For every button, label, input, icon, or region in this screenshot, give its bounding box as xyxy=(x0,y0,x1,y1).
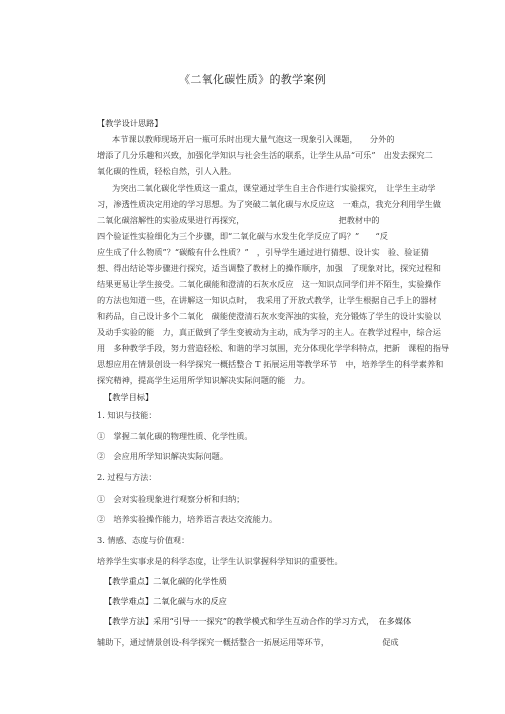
heading-design-ideas: 【教学设计思路】 xyxy=(97,118,163,128)
paragraph-line: 结果更易让学生接受。二氧化碳能和澄清的石灰水反应 这一知识点同学们并不陌生，实验操作 xyxy=(97,279,441,289)
heading-teaching-method: 【教学方法】采用“引导一一探究”的教学模式和学生互动合作的学习方式， 在多媒体 xyxy=(104,616,412,626)
paragraph-line: 氧化碳的性质，轻松自然，引人入胜。 xyxy=(97,166,237,176)
heading-teaching-objectives: 【教学目标】 xyxy=(104,392,154,402)
paragraph-line: 想、得出结论等步骤进行探究，适当调整了教材上的操作顺序，加强 了现象对比，探究过程和 xyxy=(97,263,441,273)
objective-item: ② 培养实验操作能力，培养语言表达交流能力。 xyxy=(97,514,278,524)
paragraph-line: 辅助下，通过情景创设-科学探究一概括整合一拓展运用等环节， 促成 xyxy=(97,637,399,647)
document-title: 《二氧化碳性质》的教学案例 xyxy=(179,73,326,86)
objective-item: 1. 知识与技能： xyxy=(97,410,157,420)
objective-item: ① 掌握二氧化碳的物理性质、化学性质。 xyxy=(97,431,253,441)
objective-item: 2. 过程与方法： xyxy=(97,472,157,482)
paragraph-line: 应生成了什么物质”？“碳酸有什么性质？” ，引导学生通过进行猜想、设计实 验、验证猜 xyxy=(97,247,429,257)
paragraph-line: 和药品，自己设计多个二氧化 碳能使澄清石灰水变浑浊的实验，充分锻炼了学生的设计实验以 xyxy=(97,311,441,321)
paragraph-line: 增添了几分乐趣和兴致，加强化学知识与社会生活的联系，让学生从品“可乐” 出发去探究二 xyxy=(97,150,433,160)
paragraph-line: 用 多种教学手段，努力营造轻松、和谐的学习氛围，充分体现化学学科特点，把新 课程的指导 xyxy=(97,343,450,353)
heading-key-point: 【教学重点】二氧化碳的化学性质 xyxy=(104,576,227,586)
paragraph-line: 的方法也知道一些，在讲解这一知识点时， 我采用了开放式教学，让学生根据自己手上的器材 xyxy=(97,295,437,305)
paragraph-line: 探究精神，提高学生运用所学知识解决实际问题的能 力。 xyxy=(97,375,310,385)
objective-item: 3. 情感、态度与价值观： xyxy=(97,535,190,545)
paragraph-line: 习，渗透性质决定用途的学习思想。为了突破二氧化碳与水反应这 一难点，我充分利用学生做 xyxy=(97,199,441,209)
paragraph-line: 思想应用在情景创设一科学探究一概括整合 T 拓展运用等教学环节 中，培养学生的科学素养和 xyxy=(97,359,444,369)
heading-difficult-point: 【教学难点】二氧化碳与水的反应 xyxy=(104,596,227,606)
paragraph-line: 本节课以教师现场开启一瓶可乐时出现大量气泡这一现象引入课题， 分外的 xyxy=(112,134,395,144)
objective-item: ① 会对实验现象进行观察分析和归纳； xyxy=(97,494,245,504)
paragraph-line: 及动手实验的能 力，真正做到了学生变被动为主动，成为学习的主人。在教学过程中，综合运 xyxy=(97,327,441,337)
paragraph-line: 四个验证性实验细化为三个步骤，即“二氧化碳与水发生化学反应了吗？” “反 xyxy=(97,231,388,241)
paragraph-line: 二氧化碳溶解性的实验成果进行再探究， 把教材中的 xyxy=(97,215,380,225)
paragraph-line: 为突出二氧化碳化学性质这一重点，课堂通过学生自主合作进行实验探究， 让学生主动学 xyxy=(112,183,436,193)
objective-item: ② 会应用所学知识解决实际问题。 xyxy=(97,451,229,461)
paragraph-line: 培养学生实事求是的科学态度，让学生认识掌握科学知识的重要性。 xyxy=(97,556,343,566)
